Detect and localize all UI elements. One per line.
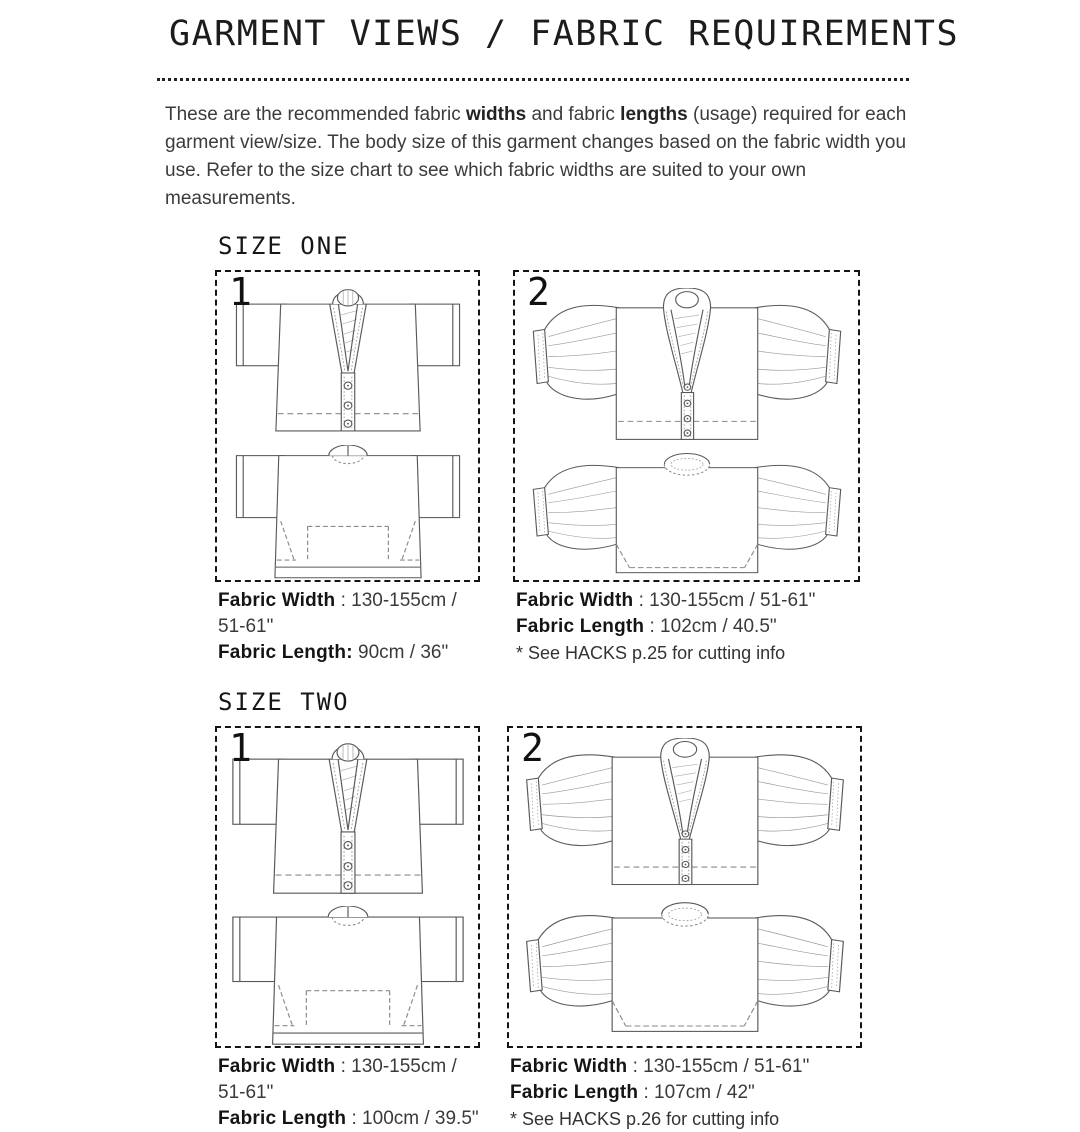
fabric-width-label: Fabric Width (516, 590, 634, 611)
fabric-length-label: Fabric Length (510, 1082, 639, 1103)
view-number: 1 (229, 726, 252, 770)
fabric-length-label: Fabric Length: (218, 642, 353, 663)
view-number: 1 (229, 270, 252, 314)
fabric-requirements-view-1 (215, 588, 480, 666)
fabric-length-line (516, 614, 860, 640)
size-one-heading: SIZE ONE (218, 232, 350, 260)
dotted-divider (157, 78, 909, 81)
fabric-width-value: : 130-155cm / 51-61" (218, 590, 457, 637)
fabric-length-line (218, 640, 480, 666)
fabric-length-line (218, 1106, 480, 1132)
view-number: 2 (521, 726, 544, 770)
fabric-length-label: Fabric Length (218, 1108, 347, 1129)
size-one-view-1-box (215, 270, 480, 582)
short-sleeve-cardigan-front-drawing (223, 286, 473, 435)
fabric-width-label: Fabric Width (510, 1056, 628, 1077)
intro-text: (usage) required for each garment view/size. The body size of this garment changes based on the fabric width you use. Refer to the size chart to see which fabric widths are suited to your own measurements. (165, 104, 907, 209)
intro-text: These are the recommended fabric (165, 104, 466, 125)
fabric-length-value: 90cm / 36" (352, 642, 449, 663)
cutting-note: * See HACKS p.25 for cutting info (516, 643, 786, 663)
size-two-views-row (215, 726, 910, 1048)
fabric-length-value: : 100cm / 39.5" (346, 1108, 479, 1129)
short-sleeve-cardigan-front-drawing (219, 740, 477, 898)
fabric-width-line (516, 588, 860, 614)
balloon-sleeve-cardigan-back-drawing (522, 451, 852, 576)
fabric-width-line (218, 588, 480, 640)
pattern-page (165, 10, 960, 1132)
fabric-width-label: Fabric Width (218, 1056, 336, 1077)
fabric-requirements-view-2 (513, 588, 860, 666)
size-one-captions (215, 588, 910, 666)
fabric-width-value: : 130-155cm / 51-61" (633, 590, 816, 611)
size-two-view-2-box (507, 726, 862, 1048)
balloon-sleeve-cardigan-front-drawing (522, 288, 852, 443)
fabric-width-label: Fabric Width (218, 590, 336, 611)
size-one-view-2-box (513, 270, 860, 582)
intro-text: and fabric (526, 104, 621, 125)
fabric-width-value: : 130-155cm / 51-61" (627, 1056, 810, 1077)
short-sleeve-cardigan-back-drawing (223, 445, 473, 580)
fabric-requirements-view-1 (215, 1054, 480, 1132)
fabric-length-label: Fabric Length (516, 616, 645, 637)
view-number: 2 (527, 270, 550, 314)
fabric-width-line (510, 1054, 862, 1080)
cutting-note: * See HACKS p.26 for cutting info (510, 1109, 780, 1129)
fabric-length-value: : 107cm / 42" (638, 1082, 755, 1103)
size-two-heading: SIZE TWO (218, 688, 350, 716)
short-sleeve-cardigan-back-drawing (219, 906, 477, 1046)
intro-bold-lengths: lengths (620, 104, 688, 125)
size-one-views-row (215, 270, 910, 582)
intro-paragraph (165, 101, 907, 213)
fabric-length-line (510, 1080, 862, 1106)
page-title: GARMENT VIEWS / FABRIC REQUIREMENTS (169, 14, 960, 54)
fabric-requirements-view-2 (507, 1054, 862, 1132)
intro-bold-widths: widths (466, 104, 527, 125)
balloon-sleeve-cardigan-front-drawing (515, 738, 855, 888)
size-two-captions (215, 1054, 910, 1132)
fabric-width-line (218, 1054, 480, 1106)
fabric-length-value: : 102cm / 40.5" (644, 616, 777, 637)
size-two-view-1-box (215, 726, 480, 1048)
fabric-width-value: : 130-155cm / 51-61" (218, 1056, 457, 1103)
balloon-sleeve-cardigan-back-drawing (515, 900, 855, 1035)
